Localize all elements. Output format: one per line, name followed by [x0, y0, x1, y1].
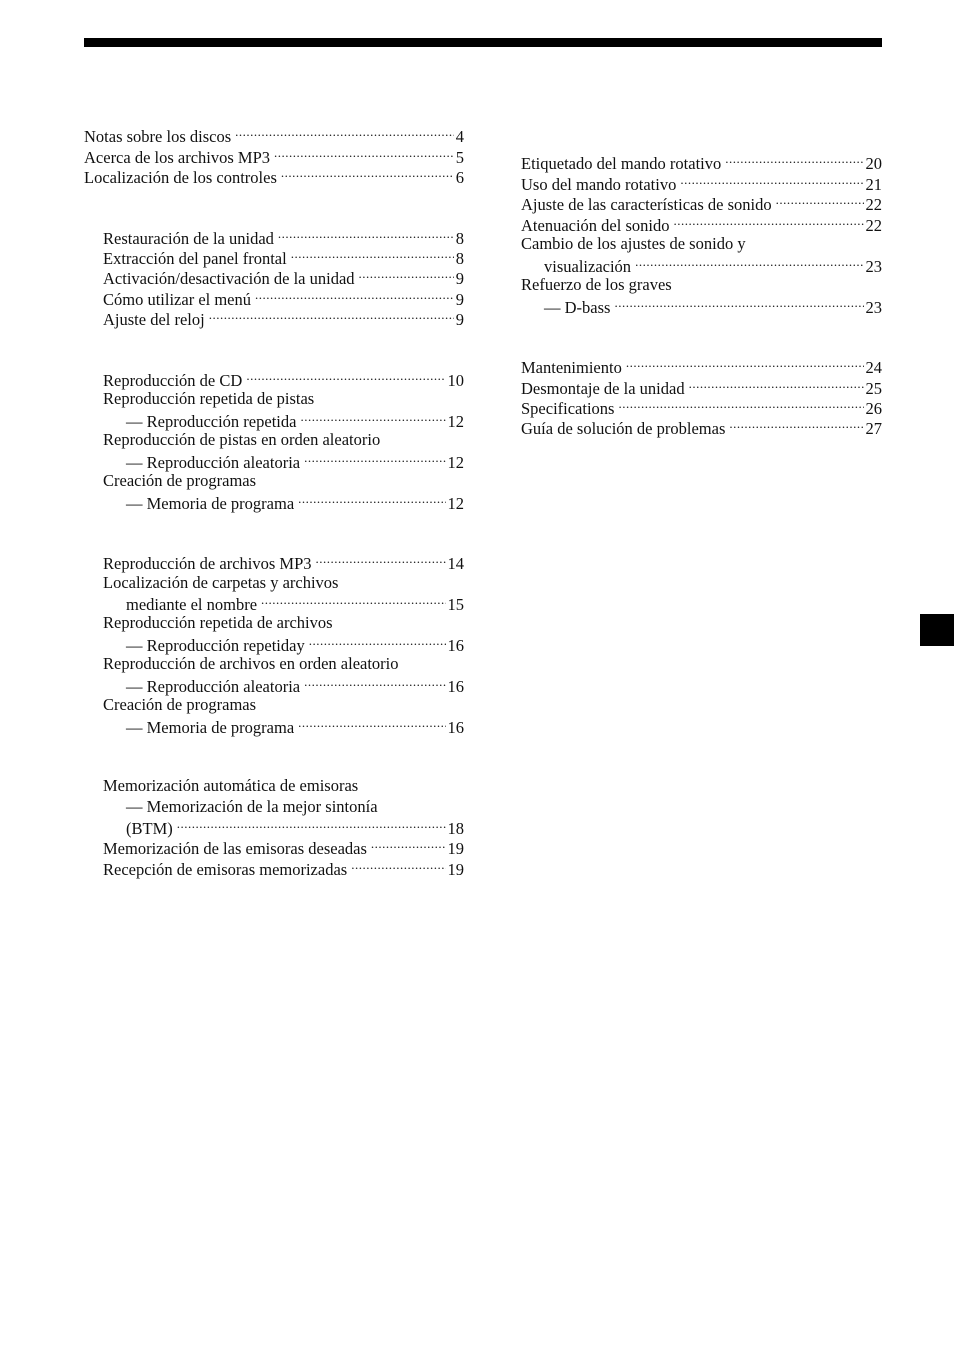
toc-entry[interactable]: Activación/desactivación de la unidad ..... 9 [103, 267, 464, 289]
toc-entry[interactable]: Cómo utilizar el menú ..... 9 [103, 288, 464, 310]
toc-entry-heading: Creación de programas [103, 695, 257, 714]
toc-entry[interactable]: — Reproducción aleatoria ..... 12 [126, 451, 464, 473]
toc-entry[interactable]: Desmontaje de la unidad ..... 25 [521, 377, 882, 399]
toc-entry[interactable]: Localización de los controles ..... 6 [84, 166, 464, 188]
toc-entry[interactable]: Notas sobre los discos ..... 4 [84, 125, 464, 147]
toc-entry-heading: Reproducción de pistas en orden aleatorio [103, 430, 381, 449]
toc-entry[interactable]: — D-bass ..... 23 [544, 296, 882, 318]
toc-entry-heading: Cambio de los ajustes de sonido y [521, 234, 746, 253]
toc-entry[interactable]: Reproducción de archivos MP3 ..... 14 [103, 552, 464, 574]
toc-entry-heading: Creación de programas [103, 471, 257, 490]
toc-entry[interactable]: mediante el nombre ..... 15 [126, 593, 464, 615]
toc-entry[interactable]: Etiquetado del mando rotativo ..... 20 [521, 152, 882, 174]
toc-entry[interactable]: — Reproducción repetiday ..... 16 [126, 634, 464, 656]
toc-entry-heading: Refuerzo de los graves [521, 275, 672, 294]
toc-entry[interactable]: Restauración de la unidad ..... 8 [103, 227, 464, 249]
toc-entry[interactable]: Uso del mando rotativo ..... 21 [521, 173, 882, 195]
toc-entry[interactable]: Atenuación del sonido ..... 22 [521, 214, 882, 236]
top-rule [84, 38, 882, 47]
toc-entry-heading: Reproducción repetida de archivos [103, 613, 333, 632]
toc-entry-heading: Localización de carpetas y archivos [103, 573, 339, 592]
toc-entry[interactable]: Mantenimiento ..... 24 [521, 356, 882, 378]
toc-entry[interactable]: — Reproducción aleatoria ..... 16 [126, 675, 464, 697]
toc-entry[interactable]: — Memoria de programa ..... 16 [126, 716, 464, 738]
section-tab-marker [920, 614, 954, 646]
toc-entry[interactable]: Acerca de los archivos MP3 ..... 5 [84, 146, 464, 168]
toc-entry[interactable]: Specifications ..... 26 [521, 397, 882, 419]
toc-entry[interactable]: Memorización de las emisoras deseadas ..... 19 [103, 837, 464, 859]
toc-entry[interactable]: visualización ..... 23 [544, 255, 882, 277]
toc-entry[interactable]: — Memoria de programa ..... 12 [126, 492, 464, 514]
toc-entry[interactable]: Reproducción de CD ..... 10 [103, 369, 464, 391]
toc-entry[interactable]: — Reproducción repetida ..... 12 [126, 410, 464, 432]
toc-entry-heading: Reproducción de archivos en orden aleatorio [103, 654, 399, 673]
toc-entry[interactable]: Extracción del panel frontal ..... 8 [103, 247, 464, 269]
toc-entry[interactable]: Recepción de emisoras memorizadas ..... 19 [103, 858, 464, 880]
toc-entry-heading: — Memorización de la mejor sintonía [126, 797, 378, 816]
toc-entry[interactable]: Ajuste de las características de sonido ..... 22 [521, 193, 882, 215]
toc-entry[interactable]: Ajuste del reloj ..... 9 [103, 308, 464, 330]
toc-entry[interactable]: Guía de solución de problemas ..... 27 [521, 417, 882, 439]
toc-entry-heading: Memorización automática de emisoras [103, 776, 359, 795]
toc-entry-heading: Reproducción repetida de pistas [103, 389, 315, 408]
toc-entry[interactable]: (BTM) ..... 18 [126, 817, 464, 839]
